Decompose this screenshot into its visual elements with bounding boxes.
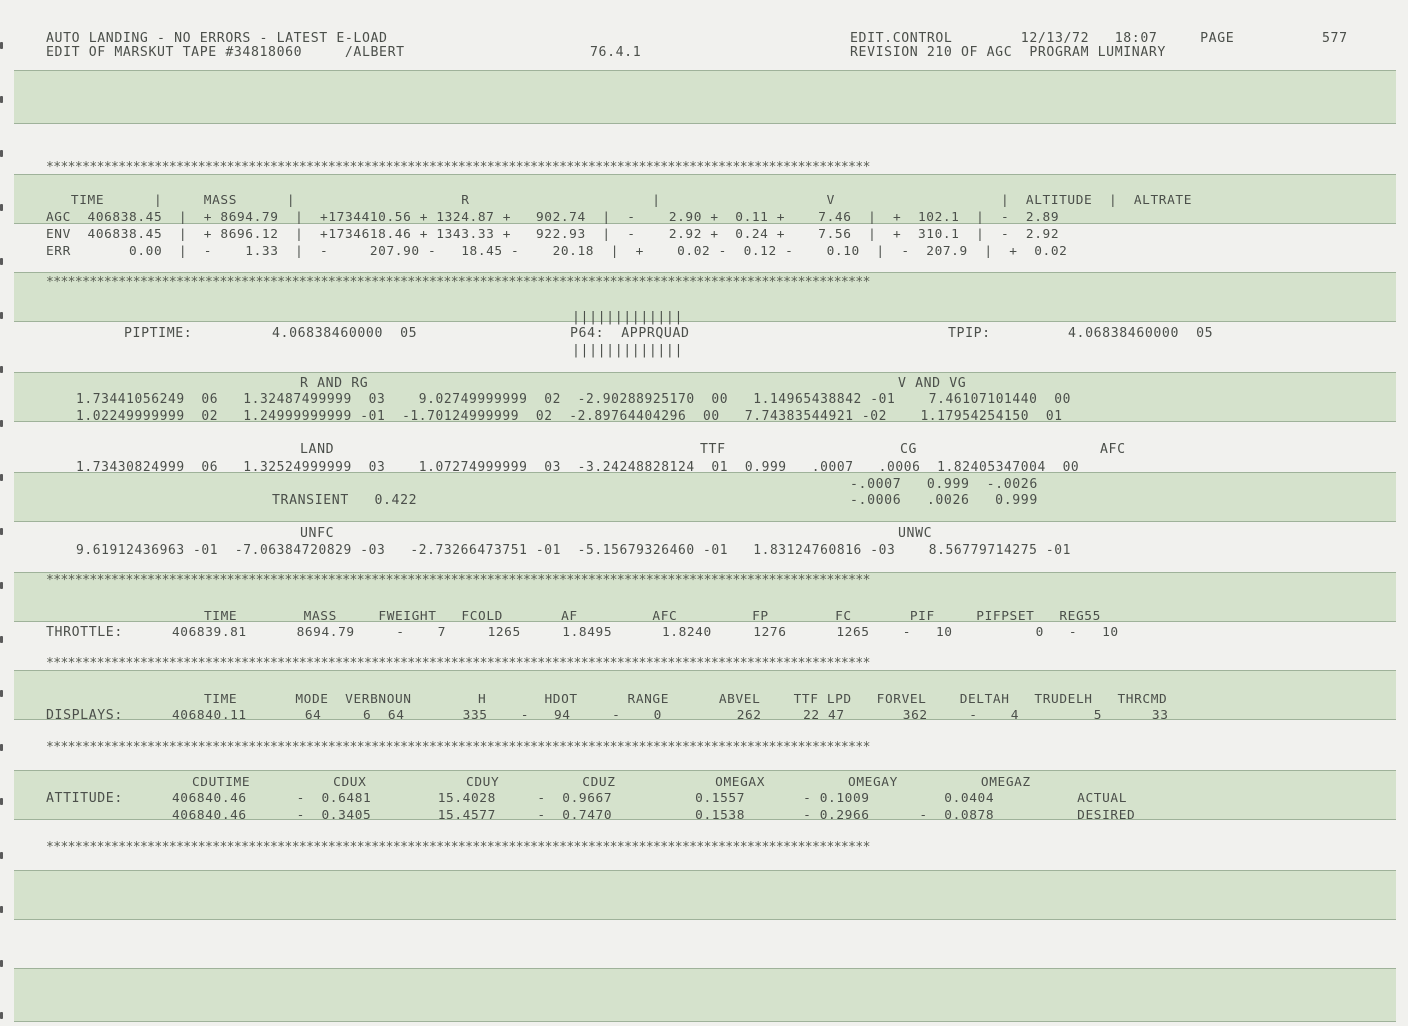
- feed-hole: [0, 798, 3, 805]
- attitude-row-desired: 406840.46 - 0.3405 15.4577 - 0.7470 0.1538 - 0.2966 - 0.0878 DESIRED: [172, 808, 1136, 823]
- throttle-label: THROTTLE:: [46, 625, 123, 640]
- asterisk-separator: ******************************************************************************************************************: [46, 573, 870, 588]
- page-number: 577: [1322, 31, 1348, 46]
- feed-hole: [0, 420, 3, 427]
- land-row: 1.73430824999 06 1.32524999999 03 1.07274999999 03 -3.24248828124 01 0.999 .0007 .0006 1.82405347004 00: [76, 460, 1080, 475]
- transient-value: TRANSIENT 0.422: [272, 493, 418, 508]
- displays-label: DISPLAYS:: [46, 708, 123, 723]
- asterisk-separator: ******************************************************************************************************************: [46, 160, 870, 175]
- feed-hole: [0, 582, 3, 589]
- piptime-value: 4.06838460000 05: [272, 326, 418, 341]
- tpip-label: TPIP:: [948, 326, 991, 341]
- attitude-row-actual: 406840.46 - 0.6481 15.4028 - 0.9667 0.1557 - 0.1009 0.0404 ACTUAL: [172, 791, 1128, 806]
- displays-row: 406840.11 64 6 64 335 - 94 - 0 262 22 47 362 - 4 5 33: [172, 708, 1169, 723]
- state-vector-row-agc: AGC 406838.45 | + 8694.79 | +1734410.56 + 1324.87 + 902.74 | - 2.90 + 0.11 + 7.46 | + 102.1 | - 2.89: [46, 210, 1060, 225]
- unwc-label: UNWC: [898, 526, 933, 541]
- unit-vector-row: 9.61912436963 -01 -7.06384720829 -03 -2.73266473751 -01 -5.15679326460 -01 1.83124760816 -03 8.56779714275 -01: [76, 543, 1071, 558]
- r-and-rg-label: R AND RG: [300, 376, 369, 391]
- feed-hole: [0, 474, 3, 481]
- throttle-row: 406839.81 8694.79 - 7 1265 1.8495 1.8240 1276 1265 - 10 0 - 10: [172, 625, 1119, 640]
- state-vector-row-env: ENV 406838.45 | + 8696.12 | +1734618.46 + 1343.33 + 922.93 | - 2.92 + 0.24 + 7.56 | + 310.1 | - 2.92: [46, 227, 1060, 242]
- green-band: [14, 70, 1396, 124]
- green-band: [14, 472, 1396, 522]
- cg-label: CG: [900, 442, 918, 457]
- feed-hole: [0, 528, 3, 535]
- version-label: 76.4.1: [590, 45, 642, 60]
- feed-hole: [0, 258, 3, 265]
- feed-hole: [0, 636, 3, 643]
- feed-hole: [0, 690, 3, 697]
- land-label: LAND: [300, 442, 335, 457]
- asterisk-separator: ******************************************************************************************************************: [46, 840, 870, 855]
- header-subtitle: EDIT OF MARSKUT TAPE #34818060 /ALBERT: [46, 45, 405, 60]
- tpip-value: 4.06838460000 05: [1068, 326, 1214, 341]
- cg-row-3: -.0006 .0026 0.999: [850, 493, 1038, 508]
- edit-control-label: EDIT.CONTROL 12/13/72 18:07 PAGE: [850, 31, 1235, 46]
- afc-label: AFC: [1100, 442, 1126, 457]
- feed-hole: [0, 906, 3, 913]
- attitude-label: ATTITUDE:: [46, 791, 123, 806]
- piptime-label: PIPTIME:: [124, 326, 193, 341]
- displays-header: TIME MODE VERBNOUN H HDOT RANGE ABVEL TTF LPD FORVEL DELTAH TRUDELH THRCMD: [204, 692, 1168, 707]
- feed-hole: [0, 150, 3, 157]
- throttle-header: TIME MASS FWEIGHT FCOLD AF AFC FP FC PIF PIFPSET REG55: [204, 609, 1101, 624]
- green-band: [14, 870, 1396, 920]
- feed-hole: [0, 744, 3, 751]
- attitude-header: CDUTIME CDUX CDUY CDUZ OMEGAX OMEGAY OMEGAZ: [192, 775, 1031, 790]
- state-vector-row-err: ERR 0.00 | - 1.33 | - 207.90 - 18.45 - 20.18 | + 0.02 - 0.12 - 0.10 | - 207.9 | + 0.02: [46, 244, 1068, 259]
- program-label: P64: APPRQUAD: [570, 326, 690, 341]
- program-bar-top: |||||||||||||: [572, 310, 684, 325]
- revision-label: REVISION 210 OF AGC PROGRAM LUMINARY: [850, 45, 1166, 60]
- feed-hole: [0, 312, 3, 319]
- unfc-label: UNFC: [300, 526, 335, 541]
- program-bar-bottom: |||||||||||||: [572, 343, 684, 358]
- rv-row-2: 1.02249999999 02 1.24999999999 -01 -1.70124999999 02 -2.89764404296 00 7.74383544921 -02 1.17954254150 01: [76, 409, 1063, 424]
- feed-hole: [0, 852, 3, 859]
- feed-hole: [0, 960, 3, 967]
- feed-hole: [0, 204, 3, 211]
- rv-row-1: 1.73441056249 06 1.32487499999 03 9.02749999999 02 -2.90288925170 00 1.14965438842 -01 7.46107101440 00: [76, 392, 1071, 407]
- state-vector-header: TIME | MASS | R | V | ALTITUDE | ALTRATE: [46, 193, 1193, 208]
- v-and-vg-label: V AND VG: [898, 376, 967, 391]
- feed-hole: [0, 1012, 3, 1019]
- asterisk-separator: ******************************************************************************************************************: [46, 275, 870, 290]
- ttf-label: TTF: [700, 442, 726, 457]
- cg-row-2: -.0007 0.999 -.0026: [850, 477, 1038, 492]
- asterisk-separator: ******************************************************************************************************************: [46, 740, 870, 755]
- header-title: AUTO LANDING - NO ERRORS - LATEST E-LOAD: [46, 31, 388, 46]
- asterisk-separator: ******************************************************************************************************************: [46, 656, 870, 671]
- feed-hole: [0, 96, 3, 103]
- feed-hole: [0, 42, 3, 49]
- green-band: [14, 968, 1396, 1022]
- feed-hole: [0, 366, 3, 373]
